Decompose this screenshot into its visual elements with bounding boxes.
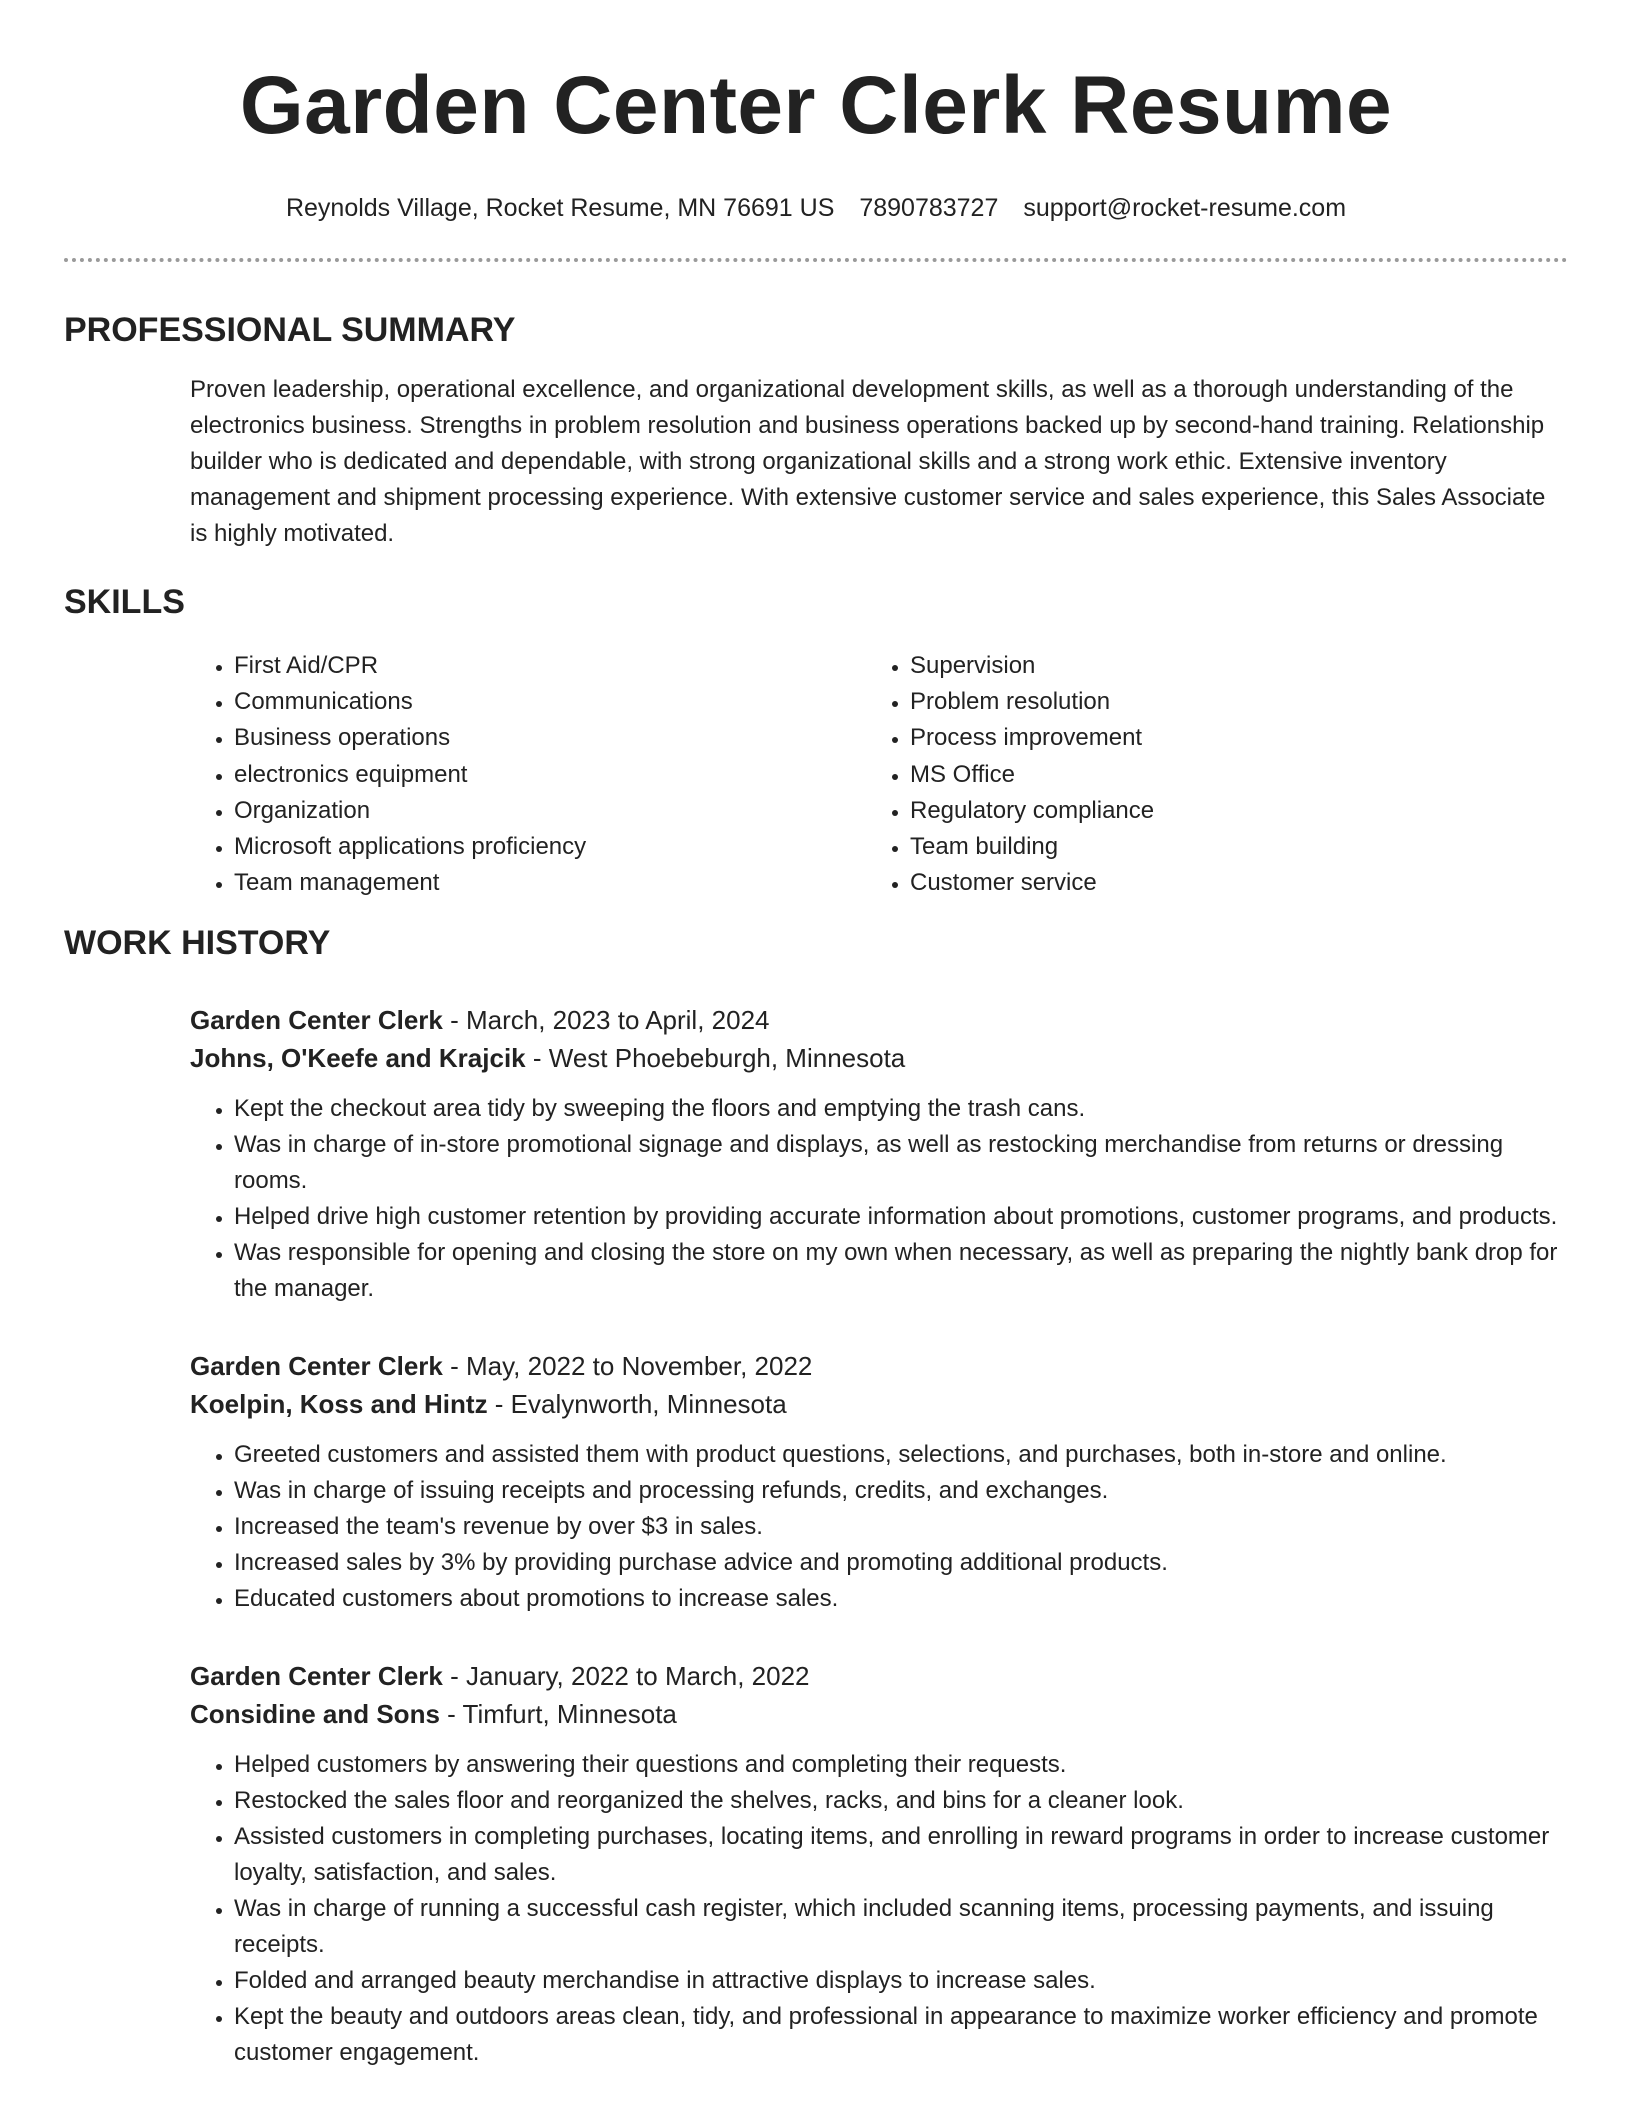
job-bullet: • Increased the team's revenue by over $3 in sales. (234, 1509, 1568, 1545)
job-title: Garden Center Clerk (190, 1005, 443, 1036)
job-location: - Evalynworth, Minnesota (487, 1389, 787, 1420)
skill-item: • Team management (234, 865, 866, 901)
skill-item: • Business operations (234, 720, 866, 756)
job-entry (190, 1657, 1568, 2071)
job-bullet: • Was in charge of running a successful cash register, which included scanning items, processing payments, and issuing receipts. (234, 1891, 1568, 1963)
skill-item: • MS Office (910, 757, 1466, 793)
skills-list (190, 648, 1568, 901)
job-dates: - March, 2023 to April, 2024 (442, 1005, 770, 1036)
job-company: Koelpin, Koss and Hintz (190, 1389, 488, 1420)
job-bullet: • Kept the checkout area tidy by sweeping the floors and emptying the trash cans. (234, 1091, 1568, 1127)
job-entry (190, 1347, 1568, 1617)
job-company: Johns, O'Keefe and Krajcik (190, 1043, 526, 1074)
contact-info (64, 192, 1568, 224)
skill-item: • electronics equipment (234, 757, 866, 793)
summary-text: Proven leadership, operational excellence, and organizational development skills, as well as a thorough understanding of the electronics business. Strengths in problem resolution and business operations backed up by second-hand training. Relationship builder who is dedicated and dependable, with strong organizational skills and a strong work ethic. Extensive inventory management and shipment processing experience. With extensive customer service and sales experience, this Sales Associate is highly motivated. (190, 376, 1546, 547)
job-entry (190, 1001, 1568, 1307)
job-bullet: • Greeted customers and assisted them with product questions, selections, and purchases, both in-store and online. (234, 1437, 1568, 1473)
job-bullet: • Restocked the sales floor and reorganized the shelves, racks, and bins for a cleaner look. (234, 1783, 1568, 1819)
skill-item: • Regulatory compliance (910, 793, 1466, 829)
job-bullets (190, 1091, 1568, 1307)
header-divider (64, 258, 1568, 262)
job-location: - Timfurt, Minnesota (439, 1699, 677, 1730)
job-title-line (190, 1347, 1568, 1385)
job-bullet: • Assisted customers in completing purchases, locating items, and enrolling in reward programs in order to increase customer loyalty, satisfaction, and sales. (234, 1819, 1568, 1891)
job-dates: - May, 2022 to November, 2022 (442, 1351, 813, 1382)
job-company-line (190, 1039, 1568, 1077)
skill-item: • Team building (910, 829, 1466, 865)
contact-email: support@rocket-resume.com (1023, 194, 1347, 222)
skill-item: • First Aid/CPR (234, 648, 866, 684)
skill-item: • Process improvement (910, 720, 1466, 756)
job-company-line (190, 1695, 1568, 1733)
job-title-line (190, 1657, 1568, 1695)
job-bullet: • Was in charge of issuing receipts and processing refunds, credits, and exchanges. (234, 1473, 1568, 1509)
job-bullet: • Increased sales by 3% by providing purchase advice and promoting additional products. (234, 1545, 1568, 1581)
summary-heading: PROFESSIONAL SUMMARY (64, 311, 516, 349)
job-bullet: • Folded and arranged beauty merchandise in attractive displays to increase sales. (234, 1963, 1568, 1999)
skill-item: • Communications (234, 684, 866, 720)
work-history-heading: WORK HISTORY (64, 924, 331, 963)
job-bullet: • Helped drive high customer retention by providing accurate information about promotions, customer programs, and products. (234, 1199, 1568, 1235)
job-title: Garden Center Clerk (190, 1351, 443, 1382)
skill-item: • Problem resolution (910, 684, 1466, 720)
skill-item: • Organization (234, 793, 866, 829)
skill-item: • Supervision (910, 648, 1466, 684)
job-location: - West Phoebeburgh, Minnesota (525, 1043, 906, 1074)
job-title: Garden Center Clerk (190, 1661, 443, 1692)
job-bullets (190, 1437, 1568, 1617)
job-bullet: • Was responsible for opening and closing the store on my own when necessary, as well as preparing the nightly bank drop for the manager. (234, 1235, 1568, 1307)
job-bullet: • Was in charge of in-store promotional signage and displays, as well as restocking merchandise from returns or dressing rooms. (234, 1127, 1568, 1199)
job-bullet: • Kept the beauty and outdoors areas clean, tidy, and professional in appearance to maximize worker efficiency and promote customer engagement. (234, 1999, 1568, 2071)
job-bullet: • Educated customers about promotions to increase sales. (234, 1581, 1568, 1617)
skill-item: • Microsoft applications proficiency (234, 829, 866, 865)
skills-column-left (190, 648, 866, 901)
job-bullet: • Helped customers by answering their questions and completing their requests. (234, 1747, 1568, 1783)
job-company: Considine and Sons (190, 1699, 440, 1730)
skills-heading: SKILLS (64, 583, 185, 621)
resume-title: Garden Center Clerk Resume (239, 60, 1393, 151)
skill-item: • Customer service (910, 865, 1466, 901)
contact-address: Reynolds Village, Rocket Resume, MN 76691 US (285, 194, 835, 222)
job-bullets (190, 1747, 1568, 2071)
job-dates: - January, 2022 to March, 2022 (442, 1661, 810, 1692)
skills-column-right (866, 648, 1466, 901)
job-company-line (190, 1385, 1568, 1423)
contact-phone: 7890783727 (859, 194, 999, 222)
work-history-list (190, 1001, 1568, 2071)
job-title-line (190, 1001, 1568, 1039)
